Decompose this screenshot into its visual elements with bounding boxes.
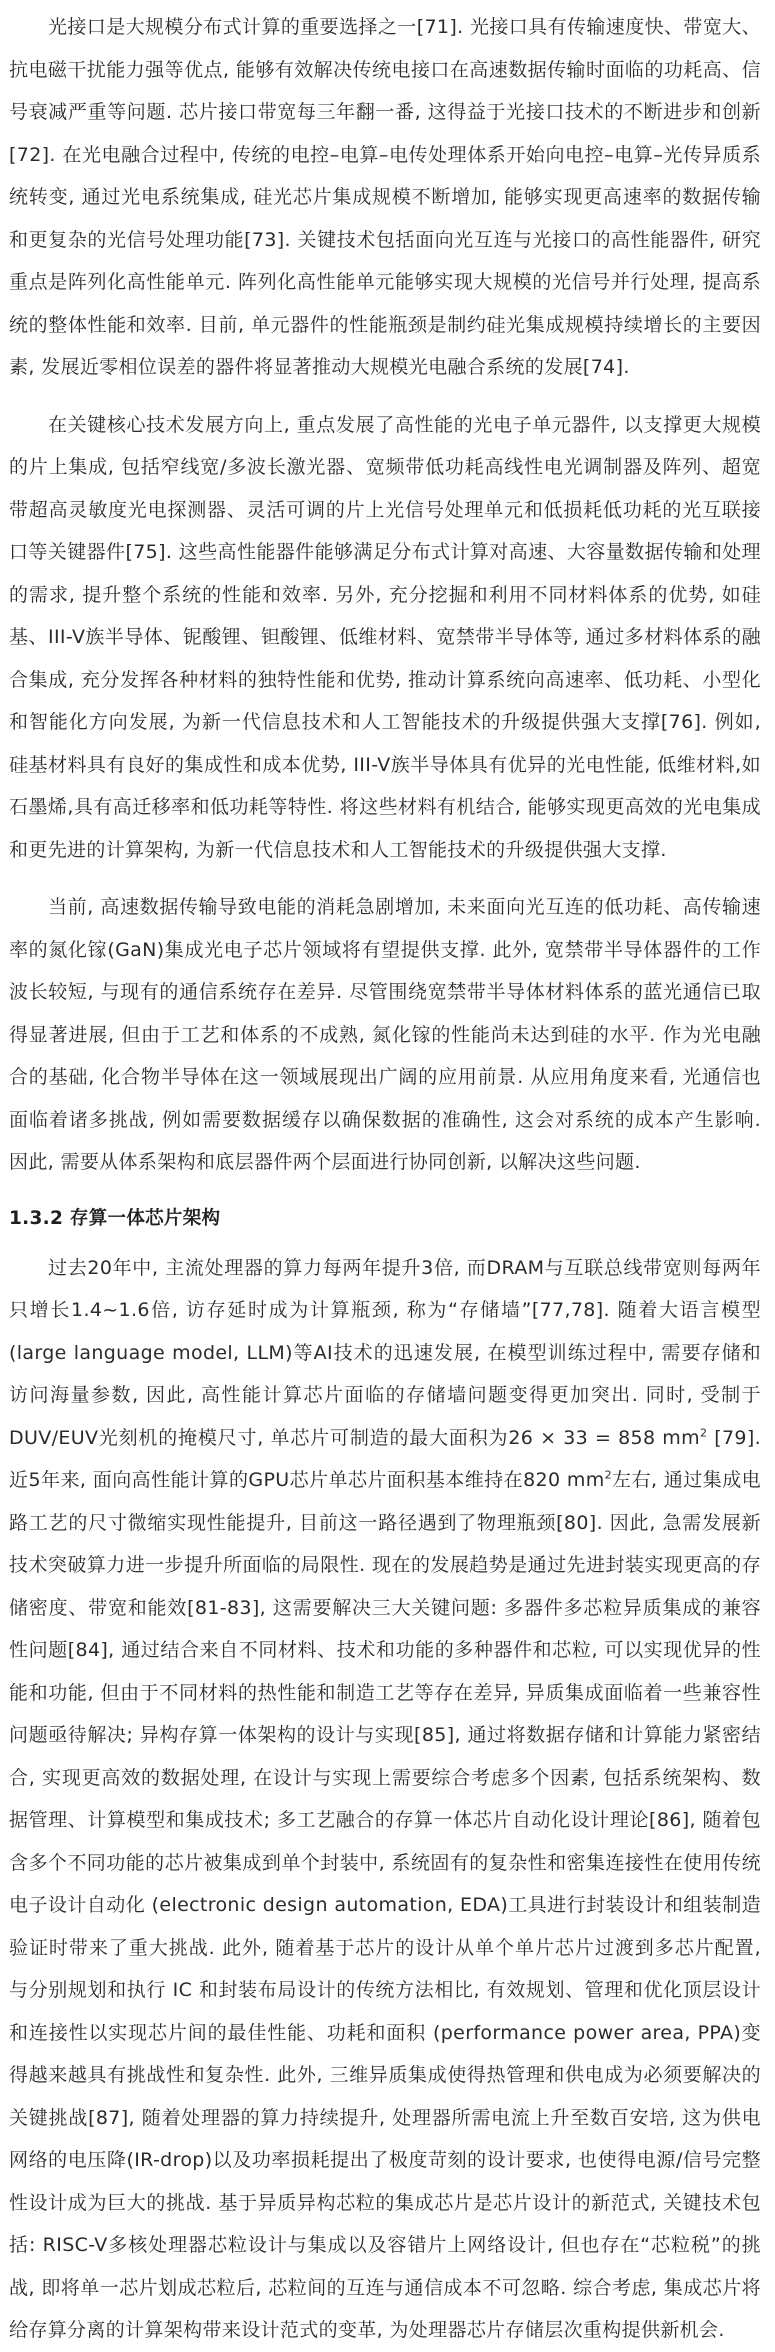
paragraph-optical-interface: 光接口是大规模分布式计算的重要选择之一[71]. 光接口具有传输速度快、带宽大、抗电磁干扰能力强等优点, 能够有效解决传统电接口在高速数据传输时面临的功耗高、信号衰减严重等问题. 芯片接口带宽每三年翻一番, 这得益于光接口技术的不断进步和创新[72]. 在光电融合过程中, 传统的电控–电算–电传处理体系开始向电控–电算–光传异质系统转变, 通过光电系统集成, 硅光芯片集成规模不断增加, 能够实现更高速率的数据传输和更复杂的光信号处理功能[73]. 关键技术包括面向光互连与光接口的高性能器件, 研究重点是阵列化高性能单元. 阵列化高性能单元能够实现大规模的光信号并行处理, 提高系统的整体性能和效率. 目前, 单元器件的性能瓶颈是制约硅光集成规模持续增长的主要因素, 发展近零相位误差的器件将显著推动大规模光电融合系统的发展[74]. bbox=[9, 16, 761, 378]
paragraph-text-part-2: [79]. 近5年来, 面向高性能计算的GPU芯片单芯片面积基本维持在820 mm bbox=[9, 1426, 761, 1491]
paragraph-text-part-1: 过去20年中, 主流处理器的算力每两年提升3倍, 而DRAM与互联总线带宽则每两年只增长1.4~1.6倍, 访存延时成为计算瓶颈, 称为“存储墙”[77,78]. 随着大语言模型(large language model, LLM)等AI技术的迅速发展, 在模型训练过程中, 需要存储和访问海量参数, 因此, 高性能计算芯片面临的存储墙问题变得更加突出. 同时, 受制于DUV/EUV光刻机的掩模尺寸, 单芯片可制造的最大面积为26 × 33 = 858 mm bbox=[9, 1256, 761, 1449]
paragraph-core-technology: 在关键核心技术发展方向上, 重点发展了高性能的光电子单元器件, 以支撑更大规模的片上集成, 包括窄线宽/多波长激光器、宽频带低功耗高线性电光调制器及阵列、超宽带超高灵敏度光电探测器、灵活可调的片上光信号处理单元和低损耗低功耗的光互联接口等关键器件[75]. 这些高性能器件能够满足分布式计算对高速、大容量数据传输和处理的需求, 提升整个系统的性能和效率. 另外, 充分挖掘和利用不同材料体系的优势, 如硅基、III-V族半导体、铌酸锂、钽酸锂、低维材料、宽禁带半导体等, 通过多材料体系的融合集成, 充分发挥各种材料的独特性能和优势, 推动计算系统向高速率、低功耗、小型化和智能化方向发展, 为新一代信息技术和人工智能技术的升级提供强大支撑[76]. 例如, 硅基材料具有良好的集成性和成本优势, III-V族半导体具有优异的光电性能, 低维材料,如石墨烯,具有高迁移率和低功耗等特性. 将这些材料有机结合, 能够实现更高效的光电集成和更先进的计算架构, 为新一代信息技术和人工智能技术的升级提供强大支撑. bbox=[9, 413, 761, 861]
paragraph-storage-compute bbox=[9, 1247, 761, 2352]
section-heading: 1.3.2 存算一体芯片架构 bbox=[9, 1207, 221, 1229]
paragraph-gan-photonics: 当前, 高速数据传输导致电能的消耗急剧增加, 未来面向光互连的低功耗、高传输速率的氮化镓(GaN)集成光电子芯片领域将有望提供支撑. 此外, 宽禁带半导体器件的工作波长较短, 与现有的通信系统存在差异. 尽管围绕宽禁带半导体材料体系的蓝光通信已取得显著进展, 但由于工艺和体系的不成熟, 氮化镓的性能尚未达到硅的水平. 作为光电融合的基础, 化合物半导体在这一领域展现出广阔的应用前景. 从应用角度来看, 光通信也面临着诸多挑战, 例如需要数据缓存以确保数据的准确性, 这会对系统的成本产生影响. 因此, 需要从体系架构和底层器件两个层面进行协同创新, 以解决这些问题. bbox=[9, 896, 761, 1173]
superscript-squared-2: 2 bbox=[604, 1468, 612, 1482]
superscript-squared-1: 2 bbox=[699, 1426, 708, 1440]
paragraph-text-part-3: 左右, 通过集成电路工艺的尺寸微缩实现性能提升, 目前这一路径遇到了物理瓶颈[80]. 因此, 急需发展新技术突破算力进一步提升所面临的局限性. 现在的发展趋势是通过先进封装实现更高的存储密度、带宽和能效[81-83], 这需要解决三大关键问题: 多器件多芯粒异质集成的兼容性问题[84], 通过结合来自不同材料、技术和功能的多种器件和芯粒, 可以实现优异的性能和功能, 但由于不同材料的热性能和制造工艺等存在差异, 异质集成面临着一些兼容性问题亟待解决; 异构存算一体架构的设计与实现[85], 通过将数据存储和计算能力紧密结合, 实现更高效的数据处理, 在设计与实现上需要综合考虑多个因素, 包括系统架构、数据管理、计算模型和集成技术; 多工艺融合的存算一体芯片自动化设计理论[86], 随着包含多个不同功能的芯片被集成到单个封装中, 系统固有的复杂性和密集连接性在使用传统电子设计自动化 (electronic design automation, EDA)工具进行封装设计和组装制造验证时带来了重大挑战. 此外, 随着基于芯片的设计从单个单片芯片过渡到多芯片配置, 与分别规划和执行 IC 和封装布局设计的传统方法相比, 有效规划、管理和优化顶层设计和连接性以实现芯片间的最佳性能、功耗和面积 (performance power area, PPA)变得越来越具有挑战性和复杂性. 此外, 三维异质集成使得热管理和供电成为必须要解决的关键挑战[87], 随着处理器的算力持续提升, 处理器所需电流上升至数百安培, 这为供电网络的电压降(IR-drop)以及功率损耗提出了极度苛刻的设计要求, 也使得电源/信号完整性设计成为巨大的挑战. 基于异质异构芯粒的集成芯片是芯片设计的新范式, 关键技术包括: RISC-V多核处理器芯粒设计与集成以及容错片上网络设计, 但也存在“芯粒税”的挑战, 即将单一芯片划成芯粒后, 芯粒间的互连与通信成本不可忽略. 综合考虑, 集成芯片将给存算分离的计算架构带来设计范式的变革, 为处理器芯片存储层次重构提供新机会. bbox=[9, 1469, 762, 2341]
